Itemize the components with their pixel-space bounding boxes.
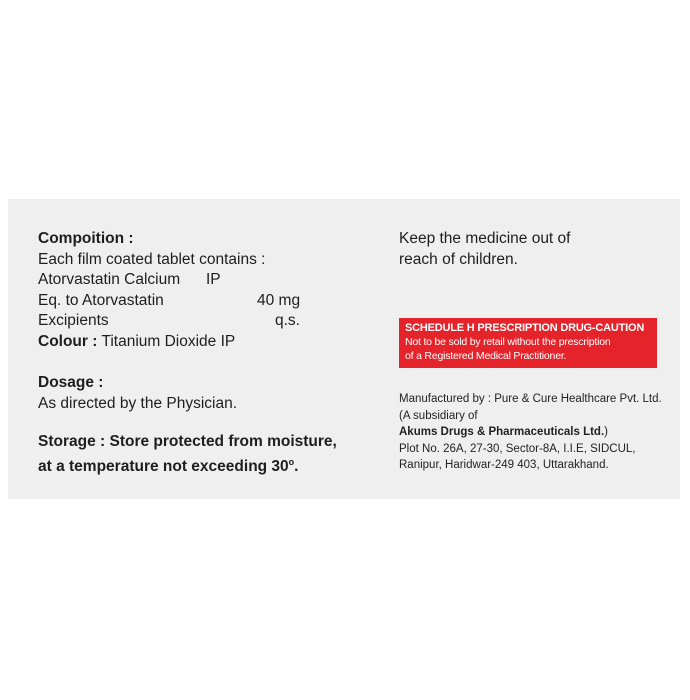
storage-line-2-text: at a temperature not exceeding 30 — [38, 458, 289, 476]
ingredient-name: Excipients — [38, 312, 109, 329]
caution-title: SCHEDULE H PRESCRIPTION DRUG-CAUTION — [405, 322, 645, 334]
schedule-h-caution-box — [399, 318, 657, 368]
manufacturer-line-1: Manufactured by : Pure & Cure Healthcare Pvt. Ltd. — [399, 393, 662, 405]
caution-line-2: of a Registered Medical Practitioner. — [405, 350, 567, 362]
composition-intro: Each film coated tablet contains : — [38, 250, 266, 268]
degree-mark: o — [288, 457, 295, 467]
spacer — [38, 352, 368, 373]
caution-line-1: Not to be sold by retail without the prescription — [405, 336, 611, 348]
label-panel — [8, 199, 680, 499]
ingredient-name: Eq. to Atorvastatin — [38, 291, 164, 309]
colour-line — [38, 332, 368, 353]
manufacturer-line-2: (A subsidiary of — [399, 409, 478, 422]
spacer — [38, 414, 368, 432]
manufacturer-section — [399, 391, 679, 474]
ingredient-spec: IP — [206, 271, 221, 288]
manufacturer-line-3-end: ) — [604, 426, 608, 438]
dosage-heading: Dosage : — [38, 374, 104, 391]
manufacturer-line-3 — [399, 424, 679, 441]
manufacturer-line-4: Plot No. 26A, 27-30, Sector-8A, I.I.E, SIDCUL, — [399, 442, 636, 455]
manufacturer-line-5: Ranipur, Haridwar-249 403, Uttarakhand. — [399, 459, 609, 471]
ingredient-row — [38, 311, 368, 332]
parent-company: Akums Drugs & Pharmaceuticals Ltd. — [399, 426, 605, 438]
keep-out-section — [399, 229, 669, 270]
storage-line-2-end: . — [294, 458, 299, 476]
composition-section — [38, 229, 368, 477]
ingredient-row — [38, 291, 368, 312]
ingredient-row — [38, 270, 368, 291]
dosage-text: As directed by the Physician. — [38, 394, 238, 412]
ingredient-value: 40 mg — [257, 291, 301, 309]
keep-out-line-2: reach of children. — [399, 250, 518, 268]
ingredient-value: q.s. — [275, 312, 300, 329]
ingredient-name: Atorvastatin Calcium — [38, 271, 181, 288]
storage-line-2 — [38, 452, 368, 477]
colour-label: Colour : — [38, 332, 98, 350]
colour-value: Titanium Dioxide IP — [101, 332, 236, 350]
storage-line-1: Storage : Store protected from moisture, — [38, 433, 337, 450]
composition-heading: Compoition : — [38, 230, 134, 247]
keep-out-line-1: Keep the medicine out of — [399, 230, 571, 247]
